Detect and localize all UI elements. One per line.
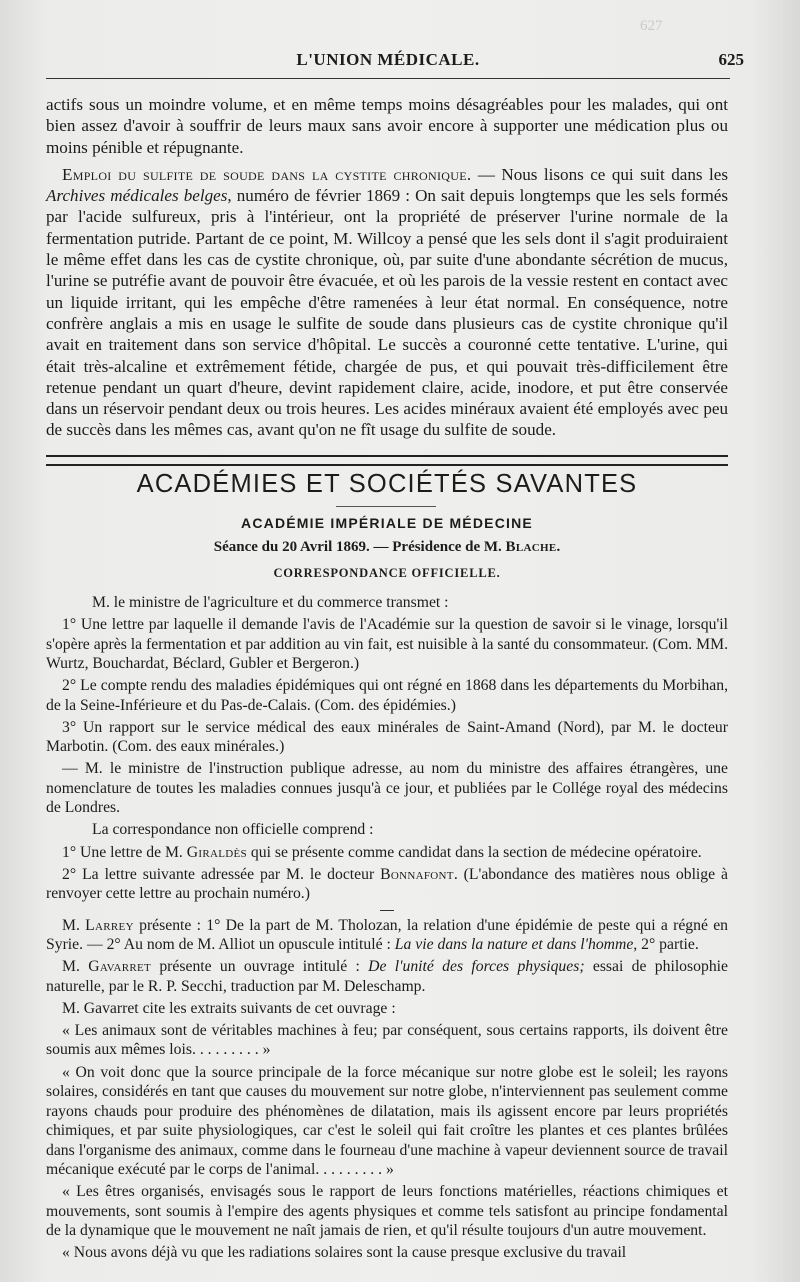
- paragraph-text: , numéro de février 1869 : On sait depuis longtemps que les sels formés par l'acide sulfureux, pris à l'intérieur, ont la propriété de préserver l'urine normale de la fermentation putride. Partant de ce point, M. Willcoy a pensé que les sels dont il s'agit produiraient le même effet dans les cas de cystite chronique, où, par suite d'une abondante sécrétion de mucus, l'urine se putréfie avant de pouvoir être évacuée, et où les parois de la vessie restent en contact avec un liquide irritant, qui les empêche d'être ramenées à leur état normal. En conséquence, notre confrère anglais a mis en usage le sulfite de soude dans plusieurs cas de cystite chronique qu'il avait en traitement dans son service d'hôpital. Le succès a couronné cette tentative. L'urine, qui était très-alcaline et extrêmement fétide, chargée de pus, et qui pouvait très-difficilement être retenue pendant un quart d'heure, devint rapidement claire, acide, inodore, et put être conservée dans un réservoir pendant deux ou trois heures. Les acides minéraux avaient été employés avec peu de succès dans les mêmes cas, avant qu'on ne fît usage du sulfite de soude.: [46, 186, 728, 440]
- academy-title: ACADÉMIE IMPÉRIALE DE MÉDECINE: [241, 515, 533, 531]
- item-text: . (L'abondance des matières nous oblige à renvoyer cette lettre au prochain numéro.): [46, 865, 729, 903]
- item-text: 2° La lettre suivante adressée par M. le docteur: [62, 865, 381, 883]
- session-text: Séance du 20 Avril 1869. — Présidence de M.: [213, 539, 506, 555]
- item-text: essai de philosophie naturelle, par le R. P. Secchi, traduction par M. Deleschamp.: [46, 958, 728, 995]
- item-text: présente : 1° De la part de M. Tholozan, la relation d'une épidémie de peste qui a régné en Syrie. — 2° Au nom de M. Alliot un opuscule intitulé :: [46, 916, 729, 954]
- page-number: 625: [718, 50, 744, 69]
- quote-paragraph: « Les êtres organisés, envisagés sous le rapport de leurs fonctions matérielles, réactions chimiques et mouvements, sont soumis à l'empire des agents physiques et comme tels satisfont au principe fondamental de la dynamique que le mouvement ne naît jamais de rien, et qu'il résulte toujours d'un autre mouvement.: [46, 1183, 728, 1240]
- double-rule-divider: [46, 455, 728, 466]
- list-item: 3° Un rapport sur le service médical des eaux minérales de Saint-Amand (Nord), par M. le docteur Marbotin. (Com. des eaux minérales.): [46, 718, 728, 756]
- paragraph-continuation: actifs sous un moindre volume, et en même temps moins désagréables pour les malades, qui ont bien assez d'avoir à souffrir de leurs maux sans avoir encore à supporter une médication plus ou moins pénible et répugnante.: [46, 95, 728, 157]
- person-name: Larrey: [85, 916, 134, 934]
- journal-title: Archives médicales belges: [46, 186, 228, 206]
- paragraph-instruction: — M. le ministre de l'instruction publique adresse, au nom du ministre des affaires étrangères, une nomenclature de toutes les maladies connues jusqu'à ce jour, et publiées par le Collége royal des médecins de Londres.: [46, 760, 728, 817]
- lower-text-block: [46, 593, 728, 1263]
- short-rule: [336, 506, 436, 507]
- quote-paragraph: « On voit donc que la source principale de la force mécanique sur notre globe est le soleil; les rayons solaires, considérés en tant que causes du mouvement sur notre globe, n'interviennent pas seulement comme rayons chauds pour produire des phénomènes de dilatation, mais ils agissent encore par leurs propriétés chimiques, et par suite physiologiques, car c'est le soleil qui fait croître les plantes et ces plantes brûlées dans l'organisme des animaux, comme dans le fourneau d'une machine à vapeur deviennent source de travail mécanique exécuté par le corps de l'animal. . . . . . . . . »: [46, 1063, 728, 1179]
- item-text: qui se présente comme candidat dans la section de médecine opératoire.: [246, 843, 702, 861]
- section-title: ACADÉMIES ET SOCIÉTÉS SAVANTES: [136, 470, 638, 498]
- item-text: 1° Une lettre de M.: [62, 843, 187, 861]
- work-title: La vie dans la nature et dans l'homme: [394, 936, 634, 954]
- list-item: 2° Le compte rendu des maladies épidémiques qui ont régné en 1868 dans les départements du Morbihan, de la Seine-Inférieure et du Pas-de-Calais. (Com. des épidémies.): [46, 677, 728, 714]
- item-text: , 2° partie.: [633, 936, 699, 954]
- session-line: [46, 539, 728, 556]
- paragraph-text: — Nous lisons ce qui suit dans les: [471, 164, 728, 184]
- person-name: Giraldès: [186, 843, 247, 861]
- running-title: L'UNION MÉDICALE.: [296, 50, 480, 69]
- president-name: Blache: [505, 539, 557, 555]
- paragraph-lead-heading: Emploi du sulfite de soude dans la cystite chronique.: [62, 164, 472, 184]
- bleed-through-page-number: 627: [640, 18, 663, 34]
- session-text-end: .: [556, 539, 561, 555]
- separator-dash: [46, 904, 728, 916]
- paragraph-sulfite: [46, 164, 728, 441]
- item-text: M.: [62, 916, 86, 934]
- paragraph-cite: M. Gavarret cite les extraits suivants de cet ouvrage :: [62, 999, 396, 1017]
- paragraph-larrey: [46, 916, 728, 955]
- item-text: présente un ouvrage intitulé :: [151, 958, 369, 976]
- list-item: [46, 843, 728, 863]
- work-title: De l'unité des forces physiques;: [368, 958, 585, 976]
- list-item: 1° Une lettre par laquelle il demande l'avis de l'Académie sur la question de savoir si le vinage, lorsqu'il s'opère après la fermentation et par addition au vin fait, est nuisible à la santé du consommateur. (Com. MM. Wurtz, Bouchardat, Béclard, Gubler et Bergeron.): [46, 616, 728, 673]
- ministry-intro: M. le ministre de l'agriculture et du commerce transmet :: [92, 594, 449, 611]
- paragraph-gavarret: [46, 957, 728, 996]
- person-name: Bonnafont: [380, 865, 454, 883]
- nonofficial-intro: La correspondance non officielle comprend :: [92, 821, 374, 839]
- quote-paragraph: « Nous avons déjà vu que les radiations solaires sont la cause presque exclusive du travail: [62, 1244, 627, 1262]
- page-header: [46, 48, 744, 79]
- quote-paragraph: « Les animaux sont de véritables machines à feu; par conséquent, sous certains rapports, ils doivent être soumis aux mêmes lois. . . . . . . . . »: [46, 1021, 728, 1059]
- person-name: Gavarret: [88, 958, 152, 976]
- subsection-title: CORRESPONDANCE OFFICIELLE.: [273, 566, 501, 580]
- upper-text-block: [46, 94, 728, 441]
- list-item: [46, 865, 728, 904]
- item-text: M.: [62, 958, 89, 976]
